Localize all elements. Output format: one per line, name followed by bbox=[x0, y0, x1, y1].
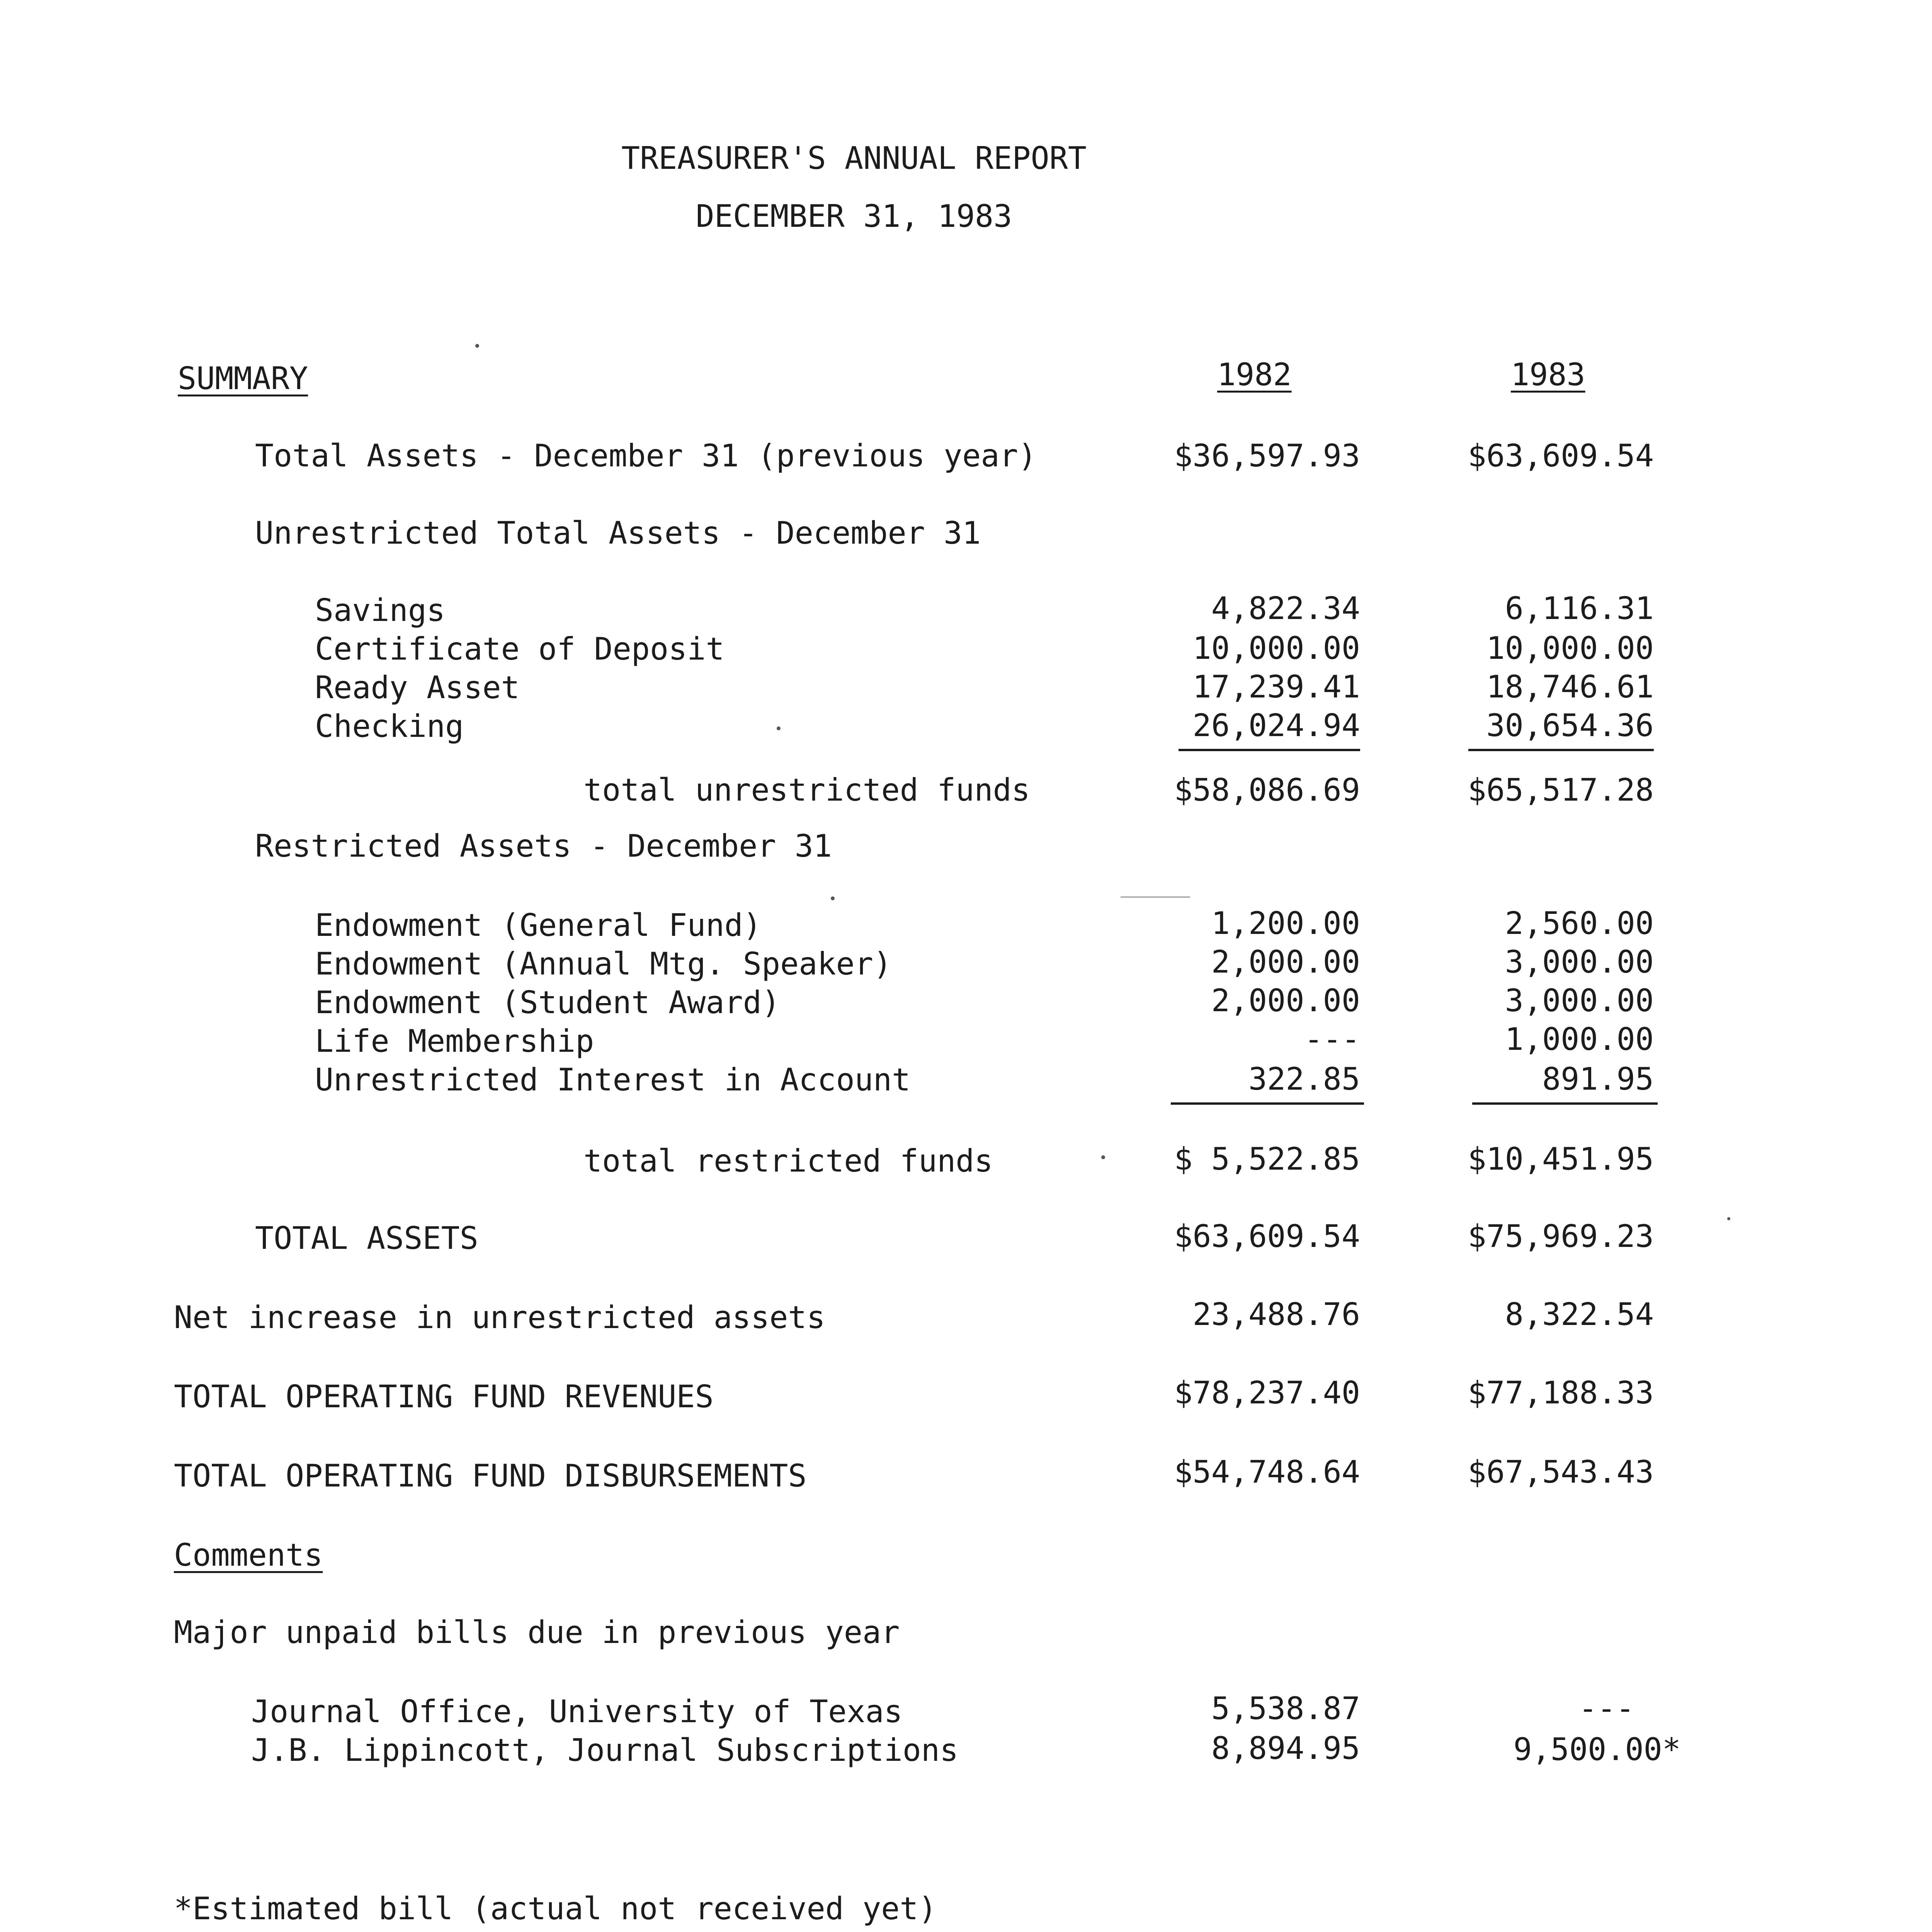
total-restricted-1982: $ 5,522.85 bbox=[1174, 1141, 1360, 1177]
unrestricted-item-1983: 30,654.36 bbox=[1486, 707, 1654, 743]
net-increase-label: Net increase in unrestricted assets bbox=[174, 1299, 825, 1335]
unpaid-item-1983: --- bbox=[1578, 1690, 1634, 1726]
unpaid-item-1983: 9,500.00* bbox=[1513, 1731, 1681, 1767]
restricted-item-label: Endowment (Student Award) bbox=[315, 985, 781, 1020]
restricted-item-1983: 2,560.00 bbox=[1505, 905, 1654, 941]
unpaid-item-label: J.B. Lippincott, Journal Subscriptions bbox=[251, 1732, 959, 1768]
restricted-item-1983: 3,000.00 bbox=[1505, 944, 1654, 980]
report-title: TREASURER'S ANNUAL REPORT bbox=[621, 140, 1087, 176]
unrestricted-item-label: Checking bbox=[315, 708, 464, 744]
restricted-item-label: Life Membership bbox=[315, 1023, 594, 1059]
unpaid-item-label: Journal Office, University of Texas bbox=[251, 1694, 903, 1730]
operating-revenues-label: TOTAL OPERATING FUND REVENUES bbox=[174, 1379, 714, 1415]
scan-speck bbox=[1101, 1155, 1105, 1159]
unrestricted-item-label: Certificate of Deposit bbox=[315, 631, 724, 667]
scan-speck bbox=[831, 896, 835, 900]
operating-disbursements-1983: $67,543.43 bbox=[1468, 1454, 1654, 1490]
total-assets-1983: $75,969.23 bbox=[1468, 1218, 1654, 1254]
unpaid-item-1982: 8,894.95 bbox=[1211, 1730, 1360, 1766]
unrestricted-item-1982: 10,000.00 bbox=[1192, 630, 1360, 666]
unrestricted-item-1982: 26,024.94 bbox=[1192, 707, 1360, 743]
subtotal-rule-1982 bbox=[1179, 749, 1360, 751]
net-increase-1982: 23,488.76 bbox=[1192, 1296, 1360, 1332]
restricted-item-1983: 3,000.00 bbox=[1505, 983, 1654, 1019]
restricted-item-label: Endowment (Annual Mtg. Speaker) bbox=[315, 946, 892, 982]
operating-disbursements-1982: $54,748.64 bbox=[1174, 1454, 1360, 1490]
year-header-1983: 1983 bbox=[1511, 357, 1585, 393]
total-assets-previous-1983: $63,609.54 bbox=[1468, 438, 1654, 474]
unpaid-item-1982: 5,538.87 bbox=[1211, 1690, 1360, 1726]
total-unrestricted-1983: $65,517.28 bbox=[1468, 772, 1654, 808]
subtotal-rule-1983 bbox=[1468, 749, 1654, 751]
unrestricted-item-1982: 17,239.41 bbox=[1192, 669, 1360, 705]
unrestricted-item-1982: 4,822.34 bbox=[1211, 590, 1360, 626]
total-restricted-label: total restricted funds bbox=[583, 1143, 993, 1179]
operating-disbursements-label: TOTAL OPERATING FUND DISBURSEMENTS bbox=[174, 1458, 807, 1494]
report-date: DECEMBER 31, 1983 bbox=[696, 198, 1012, 234]
restricted-item-label: Unrestricted Interest in Account bbox=[315, 1062, 911, 1098]
summary-heading: SUMMARY bbox=[178, 361, 308, 396]
total-restricted-1983: $10,451.95 bbox=[1468, 1141, 1654, 1177]
unpaid-bills-heading: Major unpaid bills due in previous year bbox=[174, 1614, 900, 1650]
total-unrestricted-label: total unrestricted funds bbox=[583, 772, 1030, 808]
restricted-item-1982: --- bbox=[1304, 1021, 1360, 1057]
restricted-item-1982: 322.85 bbox=[1248, 1061, 1360, 1097]
unrestricted-item-1983: 10,000.00 bbox=[1486, 630, 1654, 666]
stray-mark bbox=[1121, 896, 1190, 898]
restricted-item-1983: 891.95 bbox=[1542, 1061, 1654, 1097]
scan-speck bbox=[1727, 1217, 1730, 1220]
restricted-item-1982: 1,200.00 bbox=[1211, 905, 1360, 941]
subtotal-rule-1982 bbox=[1171, 1102, 1364, 1105]
scan-speck bbox=[475, 344, 479, 348]
net-increase-1983: 8,322.54 bbox=[1505, 1296, 1654, 1332]
restricted-item-1983: 1,000.00 bbox=[1505, 1021, 1654, 1057]
year-header-1982: 1982 bbox=[1217, 357, 1292, 393]
unrestricted-heading: Unrestricted Total Assets - December 31 bbox=[255, 515, 981, 551]
operating-revenues-1983: $77,188.33 bbox=[1468, 1375, 1654, 1411]
restricted-heading: Restricted Assets - December 31 bbox=[255, 828, 832, 864]
unrestricted-item-label: Ready Asset bbox=[315, 670, 520, 706]
restricted-item-label: Endowment (General Fund) bbox=[315, 907, 762, 943]
operating-revenues-1982: $78,237.40 bbox=[1174, 1375, 1360, 1411]
total-assets-1982: $63,609.54 bbox=[1174, 1218, 1360, 1254]
comments-heading: Comments bbox=[174, 1537, 323, 1573]
subtotal-rule-1983 bbox=[1472, 1102, 1658, 1105]
restricted-item-1982: 2,000.00 bbox=[1211, 983, 1360, 1019]
footnote: *Estimated bill (actual not received yet) bbox=[174, 1891, 937, 1927]
total-assets-previous-1982: $36,597.93 bbox=[1174, 438, 1360, 474]
restricted-item-1982: 2,000.00 bbox=[1211, 944, 1360, 980]
total-assets-label: TOTAL ASSETS bbox=[255, 1220, 478, 1256]
total-unrestricted-1982: $58,086.69 bbox=[1174, 772, 1360, 808]
unrestricted-item-label: Savings bbox=[315, 592, 446, 628]
unrestricted-item-1983: 18,746.61 bbox=[1486, 669, 1654, 705]
total-assets-previous-label: Total Assets - December 31 (previous year) bbox=[255, 438, 1037, 474]
scan-speck bbox=[777, 726, 781, 730]
unrestricted-item-1983: 6,116.31 bbox=[1505, 590, 1654, 626]
